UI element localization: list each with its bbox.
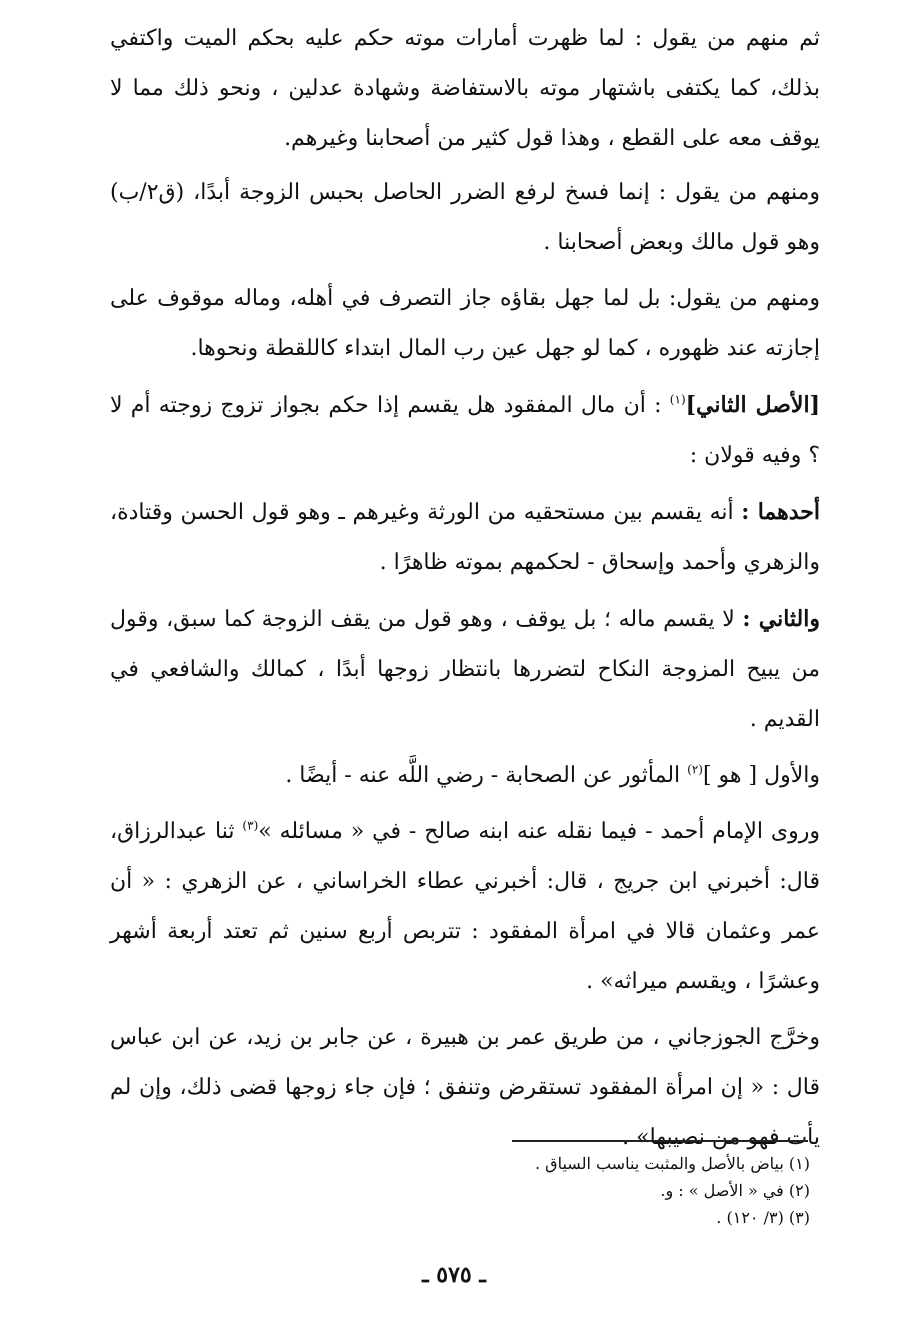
- footnote-ref-2: (٢): [687, 762, 703, 777]
- paragraph-1-text: ثم منهم من يقول : لما ظهرت أمارات موته حكم عليه بحكم الميت واكتفي بذلك، كما يكتفى باشتهار موته بالاستفاضة وشهادة عدلين ، ونحو ذلك مما لا يوقف معه على القطع ، وهذا قول كثير من أصحابنا وغيرهم.: [110, 26, 820, 151]
- paragraph-8-text: وروى الإمام أحمد - فيما نقله عنه ابنه صالح - في « مسائله »: [258, 819, 820, 844]
- page-body: [110, 14, 820, 1169]
- footnote-3: (٣) (٣/ ١٢٠) .: [716, 1208, 810, 1227]
- footnote-divider: [512, 1140, 808, 1142]
- footnote-2: (٢) في « الأصل » : و.: [660, 1181, 810, 1200]
- paragraph-6: [110, 594, 820, 745]
- footnote-1: (١) بياض بالأصل والمثبت يناسب السياق .: [535, 1154, 810, 1173]
- paragraph-7-tail: المأثور عن الصحابة - رضي اللَّه عنه - أيضًا .: [285, 763, 688, 788]
- paragraph-5-text: أنه يقسم بين مستحقيه من الورثة وغيرهم ـ وهو قول الحسن وقتادة، والزهري وأحمد وإسحاق - لحكمهم بموته ظاهرًا .: [110, 500, 820, 575]
- paragraph-5: [110, 487, 820, 588]
- page-number: ـ ٥٧٥ ـ: [422, 1262, 486, 1288]
- paragraph-7-text: والأول [ هو ]: [702, 763, 820, 788]
- paragraph-3-text: ومنهم من يقول: بل لما جهل بقاؤه جاز التصرف في أهله، وماله موقوف على إجازته عند ظهوره ، كما لو جهل عين رب المال ابتداء كاللقطة ونحوها.: [110, 286, 820, 361]
- paragraph-4-text: : أن مال المفقود هل يقسم إذا حكم بجواز تزوج زوجته أم لا ؟ وفيه قولان :: [110, 393, 820, 468]
- paragraph-6-text: لا يقسم ماله ؛ بل يوقف ، وهو قول من يقف الزوجة كما سبق، وقول من يبيح المزوجة النكاح لتضررها بانتظار زوجها أبدًا ، كمالك والشافعي في القديم .: [110, 607, 820, 732]
- section-heading-second-principle: [الأصل الثاني]: [685, 392, 820, 418]
- paragraph-4: [110, 380, 820, 481]
- paragraph-8: [110, 807, 820, 1007]
- paragraph-8-tail: ثنا عبدالرزاق، قال: أخبرني ابن جريج ، قال: أخبرني عطاء الخراساني ، عن الزهري : « أن عمر وعثمان قالا في امرأة المفقود : تتربص أربع سنين ثم تعتد أربعة أشهر وعشرًا ، ويقسم ميراثه» .: [110, 819, 820, 994]
- footnotes: [310, 1150, 810, 1231]
- paragraph-2: [110, 168, 820, 268]
- paragraph-1: [110, 14, 820, 164]
- paragraph-2-text: ومنهم من يقول : إنما فسخ لرفع الضرر الحاصل بحبس الزوجة أبدًا، (ق٢/ب) وهو قول مالك وبعض أصحابنا .: [110, 180, 820, 255]
- footnote-ref-1: (١): [669, 392, 686, 407]
- paragraph-7: [110, 751, 820, 801]
- paragraph-5-lead: أحدهما :: [741, 499, 820, 525]
- paragraph-3: [110, 274, 820, 374]
- footnote-ref-3: (٣): [242, 818, 259, 833]
- paragraph-9-text: وخرَّج الجوزجاني ، من طريق عمر بن هبيرة ، عن جابر بن زيد، عن ابن عباس قال : « إن امرأة المفقود تستقرض وتنفق ؛ فإن جاء زوجها قضى ذلك، وإن لم يأت فهو من نصيبها» .: [110, 1025, 820, 1150]
- paragraph-6-lead: والثاني :: [742, 606, 820, 632]
